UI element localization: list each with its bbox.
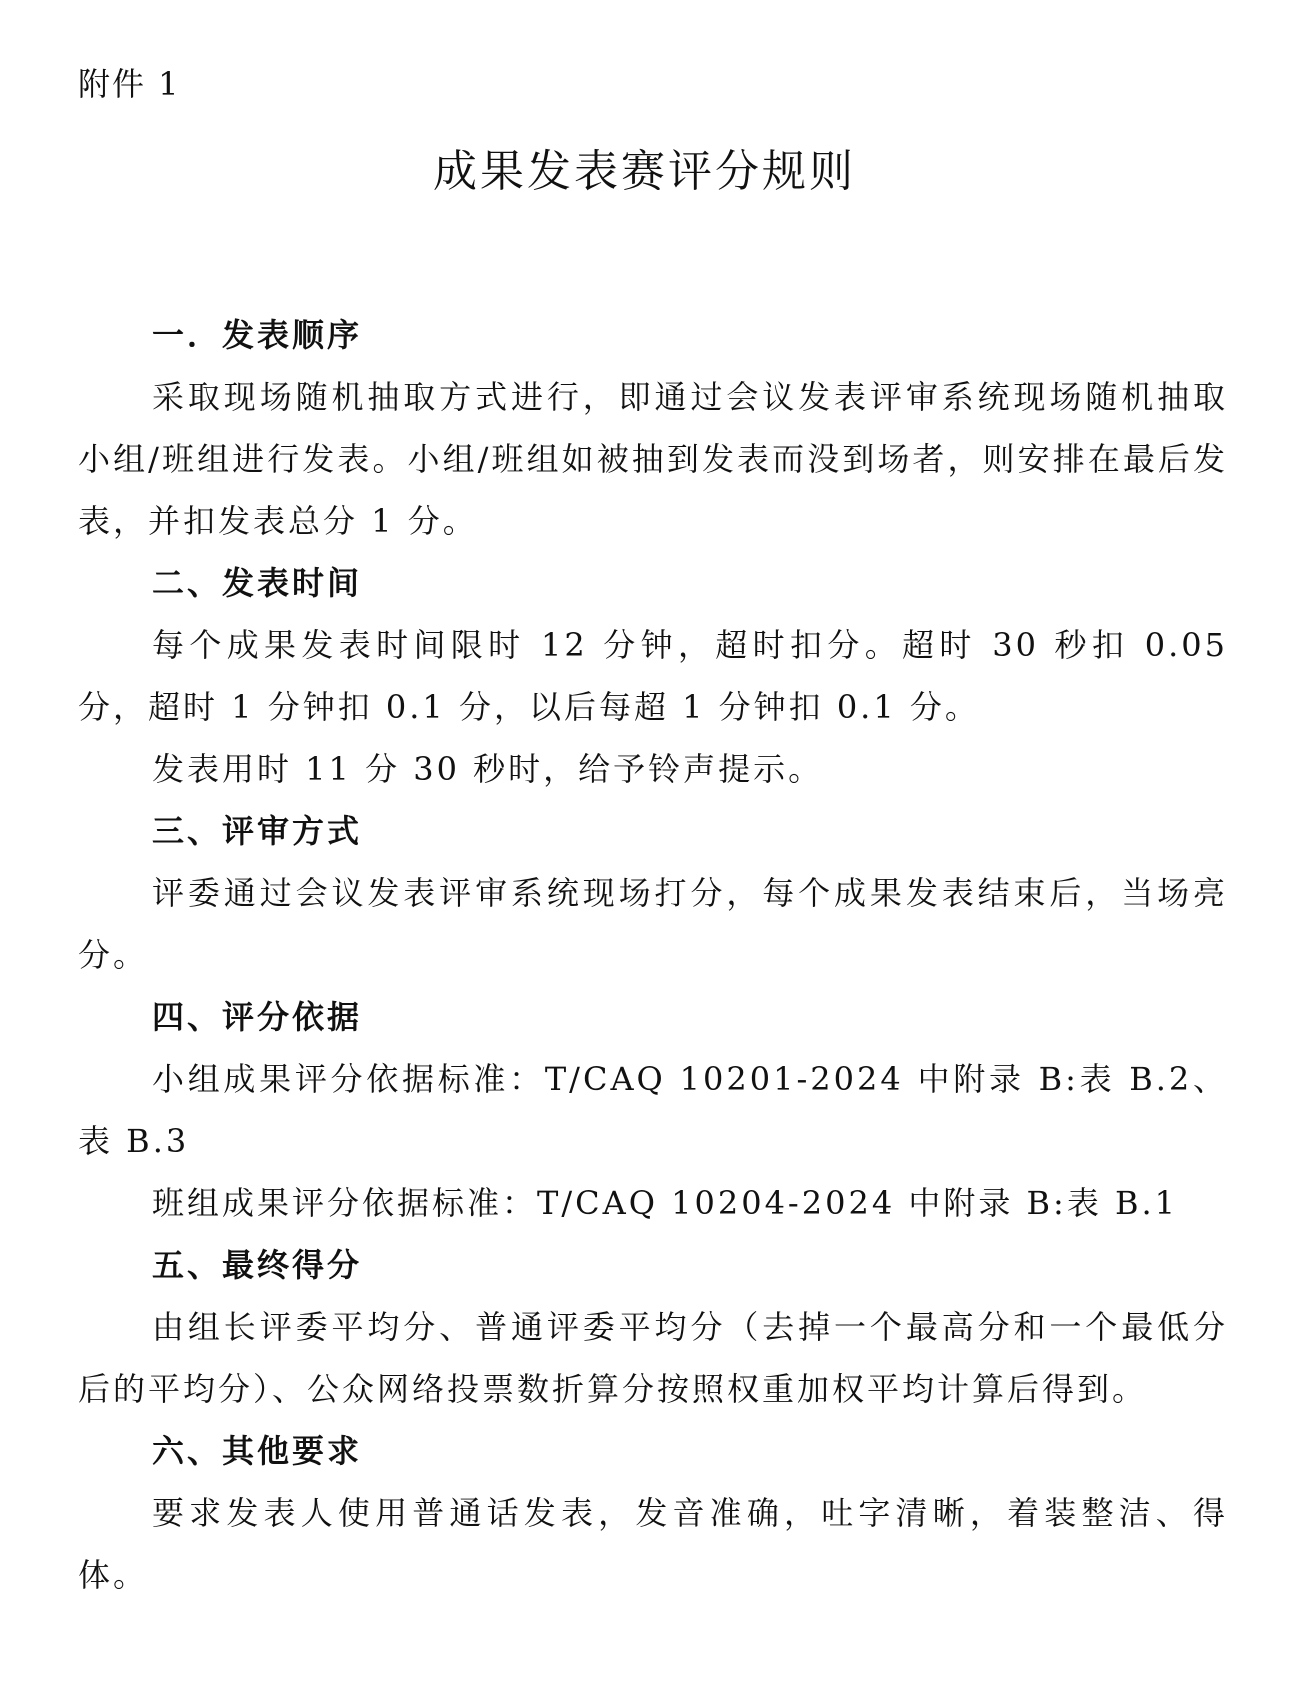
section-scoring-basis xyxy=(78,986,1228,1234)
section-heading: 四、评分依据 xyxy=(152,998,363,1036)
section-heading: 五、最终得分 xyxy=(152,1246,363,1284)
paragraph: 发表用时 11 分 30 秒时，给予铃声提示。 xyxy=(152,750,824,788)
paragraph: 由组长评委平均分、普通评委平均分（去掉一个最高分和一个最低分后的平均分）、公众网络投票数折算分按照权重加权平均计算后得到。 xyxy=(78,1308,1228,1408)
attachment-label: 附件 1 xyxy=(78,65,181,103)
paragraph: 班组成果评分依据标准：T/CAQ 10204-2024 中附录 B:表 B.1 xyxy=(152,1184,1179,1222)
section-heading: 三、评审方式 xyxy=(152,812,363,850)
paragraph: 每个成果发表时间限时 12 分钟，超时扣分。超时 30 秒扣 0.05 分，超时 1 分钟扣 0.1 分，以后每超 1 分钟扣 0.1 分。 xyxy=(78,626,1228,726)
section-time xyxy=(78,552,1228,800)
section-order xyxy=(78,304,1228,552)
section-heading: 二、发表时间 xyxy=(152,564,363,602)
section-review-method xyxy=(78,800,1228,986)
paragraph: 要求发表人使用普通话发表，发音准确，吐字清晰，着装整洁、得体。 xyxy=(78,1494,1228,1594)
document-body xyxy=(78,304,1228,1606)
section-heading: 六、其他要求 xyxy=(152,1432,363,1470)
section-final-score xyxy=(78,1234,1228,1420)
paragraph: 小组成果评分依据标准：T/CAQ 10201-2024 中附录 B:表 B.2、表 B.3 xyxy=(78,1060,1228,1160)
paragraph: 评委通过会议发表评审系统现场打分，每个成果发表结束后，当场亮分。 xyxy=(78,874,1228,974)
section-other-requirements xyxy=(78,1420,1228,1606)
paragraph: 采取现场随机抽取方式进行，即通过会议发表评审系统现场随机抽取小组/班组进行发表。小组/班组如被抽到发表而没到场者，则安排在最后发表，并扣发表总分 1 分。 xyxy=(78,378,1228,540)
page-title: 成果发表赛评分规则 xyxy=(433,146,856,197)
section-heading: 一．发表顺序 xyxy=(152,316,363,354)
